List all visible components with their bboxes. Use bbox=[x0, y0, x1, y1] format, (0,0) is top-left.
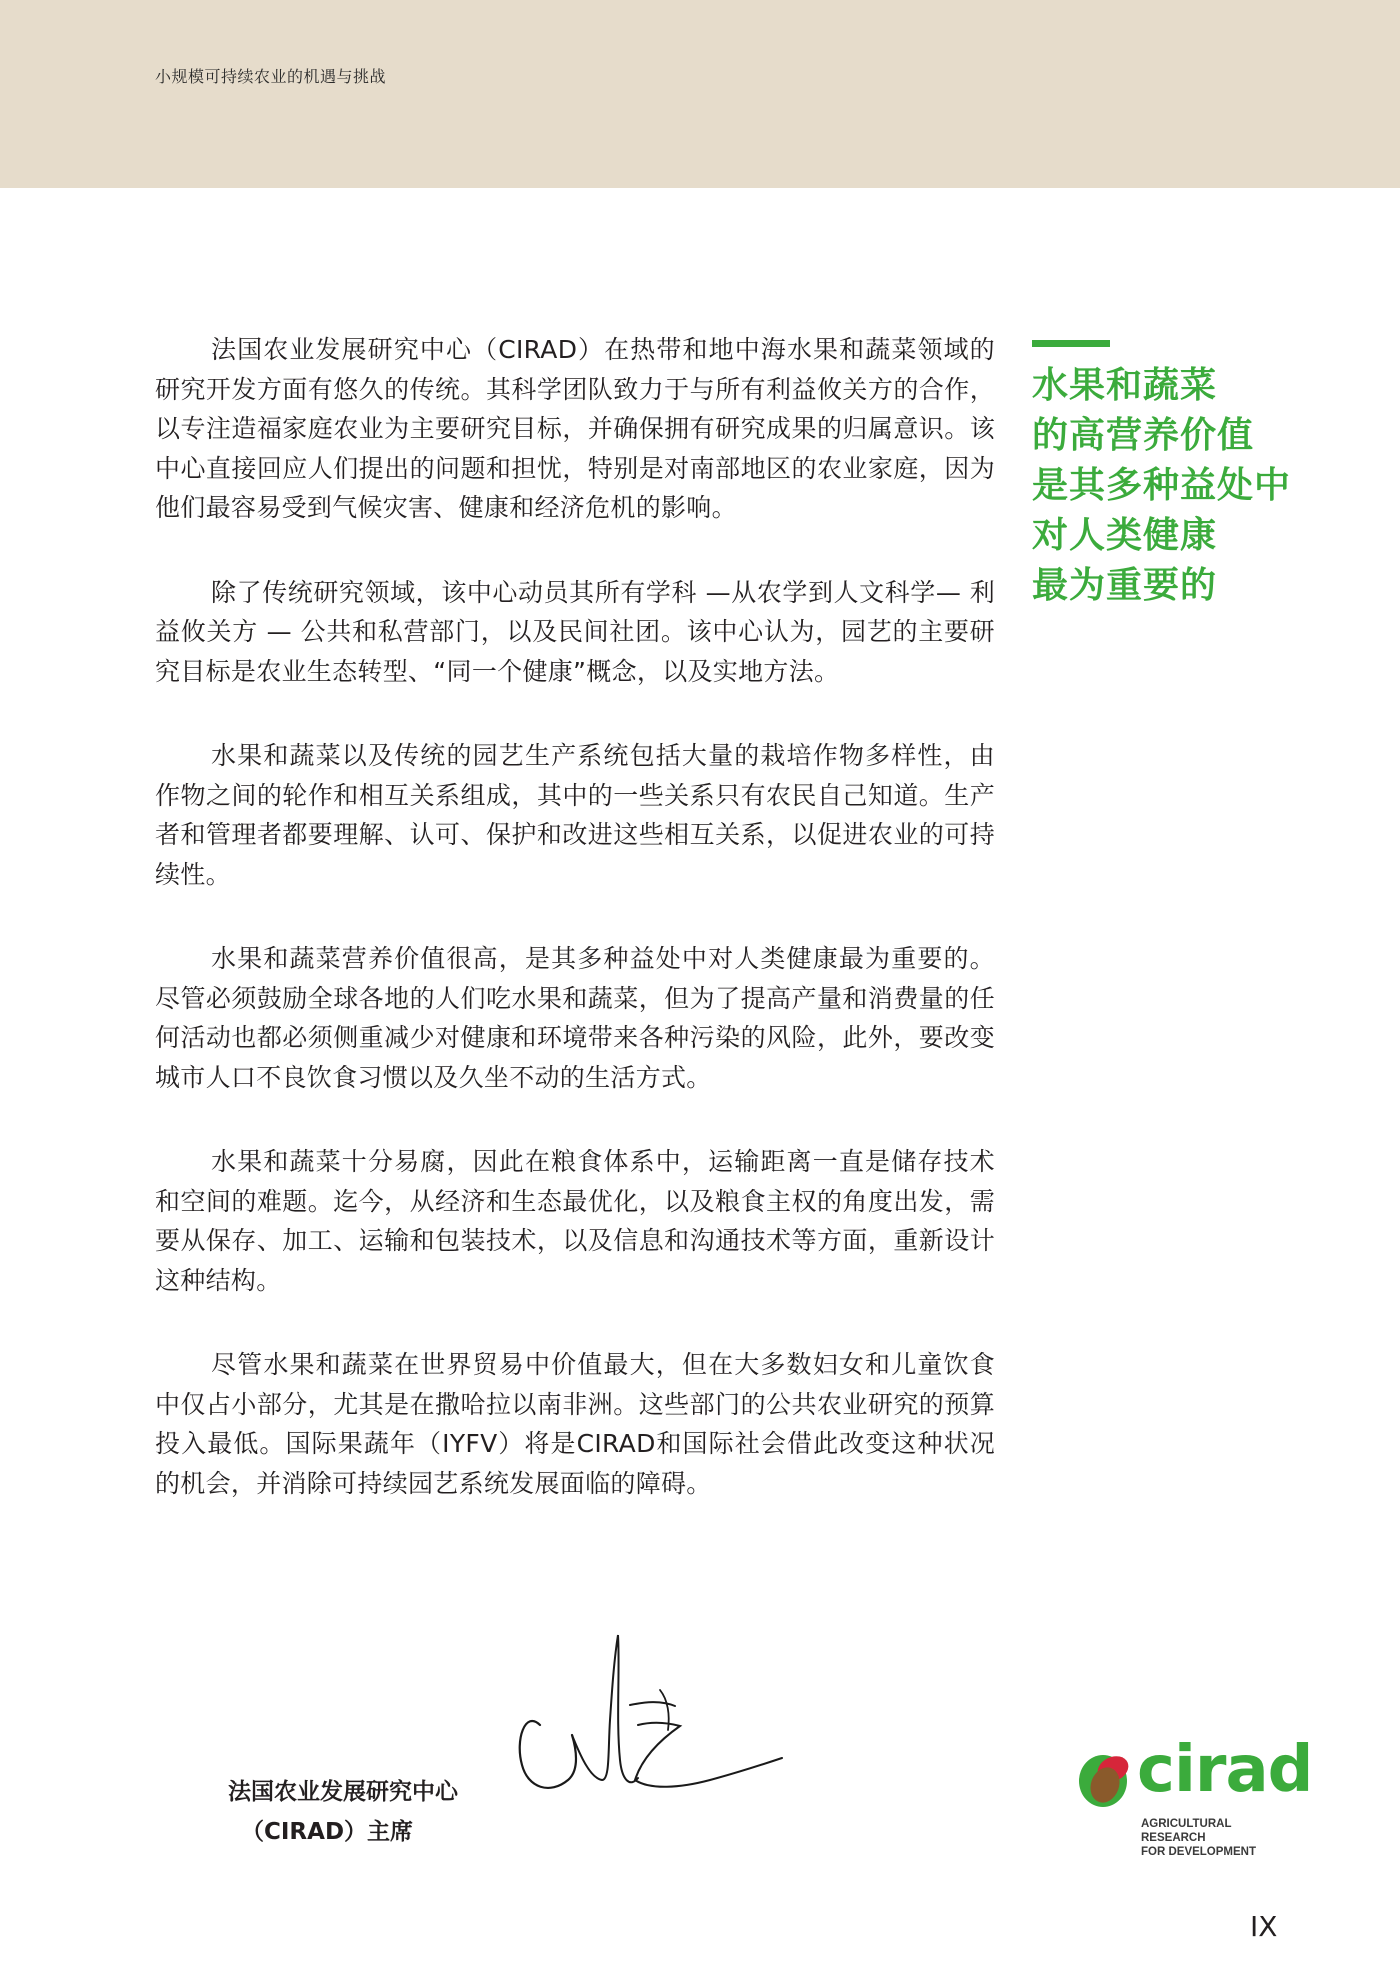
pull-quote-line: 最为重要的 bbox=[1032, 565, 1218, 606]
cirad-logo bbox=[1075, 1733, 1313, 1858]
signer-line: （CIRAD）主席 bbox=[241, 1819, 414, 1845]
logo-tagline bbox=[1141, 1817, 1295, 1859]
paragraph: 法国农业发展研究中心（CIRAD）在热带和地中海水果和蔬菜领域的研究开发方面有悠久的传统。其科学团队致力于与所有利益攸关方的合作，以专注造福家庭农业为主要研究目标，并确保拥有研究成果的归属意识。该中心直接回应人们提出的问题和担忧，特别是对南部地区的农业家庭，因为他们最容易受到气候灾害、健康和经济危机的影响。 bbox=[155, 335, 995, 522]
pull-quote bbox=[1032, 340, 1332, 611]
paragraph: 水果和蔬菜营养价值很高，是其多种益处中对人类健康最为重要的。尽管必须鼓励全球各地的人们吃水果和蔬菜，但为了提高产量和消费量的任何活动也都必须侧重减少对健康和环境带来各种污染的风险，此外，要改变城市人口不良饮食习惯以及久坐不动的生活方式。 bbox=[155, 944, 995, 1092]
signer-line: 法国农业发展研究中心 bbox=[228, 1779, 458, 1805]
logo-tagline-line: AGRICULTURAL RESEARCH bbox=[1141, 1818, 1232, 1844]
signer-title bbox=[228, 1772, 458, 1852]
logo-tagline-line: FOR DEVELOPMENT bbox=[1141, 1846, 1257, 1858]
pull-quote-line: 是其多种益处中 bbox=[1032, 465, 1292, 506]
page-number: IX bbox=[1250, 1910, 1278, 1943]
logo-wordmark: cirad bbox=[1137, 1733, 1313, 1807]
paragraph: 除了传统研究领域，该中心动员其所有学科 —从农学到人文科学— 利益攸关方 — 公共和私营部门，以及民间社团。该中心认为，园艺的主要研究目标是农业生态转型、“同一个健康”概念，以及实地方法。 bbox=[155, 577, 995, 686]
paragraph: 水果和蔬菜以及传统的园艺生产系统包括大量的栽培作物多样性，由作物之间的轮作和相互关系组成，其中的一些关系只有农民自己知道。生产者和管理者都要理解、认可、保护和改进这些相互关系，以促进农业的可持续性。 bbox=[155, 741, 995, 889]
running-head: 小规模可持续农业的机遇与挑战 bbox=[155, 67, 387, 86]
pull-quote-rule bbox=[1032, 340, 1110, 347]
pull-quote-line: 水果和蔬菜 bbox=[1032, 365, 1218, 406]
header-band bbox=[0, 0, 1400, 188]
paragraph: 尽管水果和蔬菜在世界贸易中价值最大，但在大多数妇女和儿童饮食中仅占小部分，尤其是在撒哈拉以南非洲。这些部门的公共农业研究的预算投入最低。国际果蔬年（IYFV）将是CIRAD和国际社会借此改变这种状况的机会，并消除可持续园艺系统发展面临的障碍。 bbox=[155, 1350, 995, 1498]
body-text bbox=[155, 330, 995, 1548]
paragraph: 水果和蔬菜十分易腐，因此在粮食体系中，运输距离一直是储存技术和空间的难题。迄今，从经济和生态最优化，以及粮食主权的角度出发，需要从保存、加工、运输和包装技术，以及信息和沟通技术等方面，重新设计这种结构。 bbox=[155, 1147, 995, 1295]
handwritten-signature bbox=[510, 1630, 790, 1830]
pull-quote-line: 的高营养价值 bbox=[1032, 415, 1255, 456]
pull-quote-line: 对人类健康 bbox=[1032, 515, 1218, 556]
cirad-leaf-icon bbox=[1075, 1745, 1145, 1815]
